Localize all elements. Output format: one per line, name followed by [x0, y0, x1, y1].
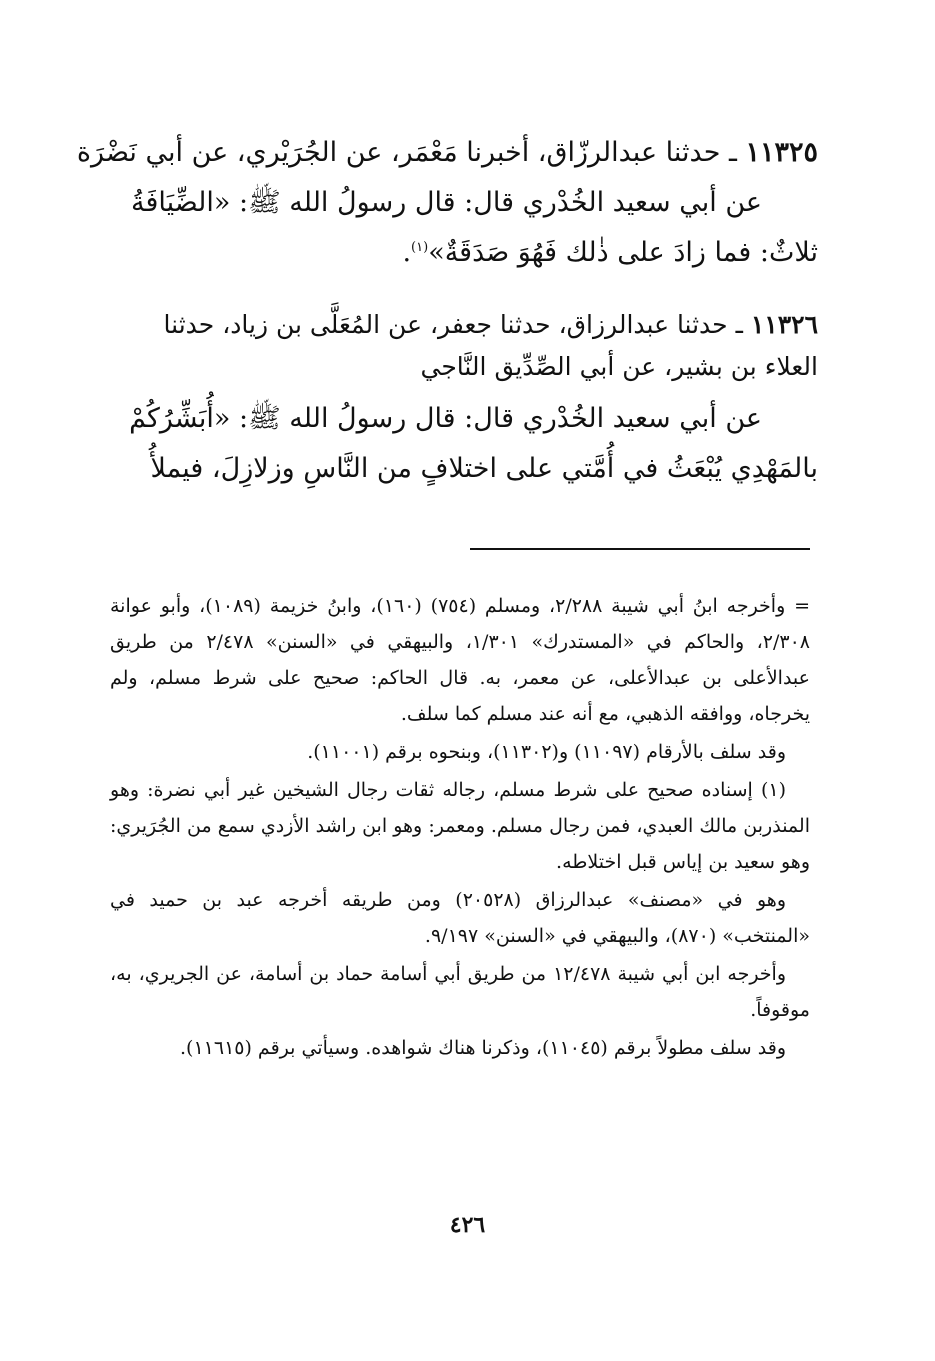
hadith-11326-line-3: عن أبي سعيد الخُدْري قال: قال رسولُ الله ﷺ: «أُبَشِّرُكُمْ [129, 403, 762, 434]
footnote-paragraph: (١) إسناده صحيح على شرط مسلم، رجاله ثقات رجال الشيخين غير أبي نضرة: وهو المنذربن مالك العبدي، فمن رجال مسلم. ومعمر: وهو ابن راشد الأزدي سمع من الجُرَيري: وهو سعيد بن إياس قبل اختلاطه. [110, 779, 810, 873]
footnote-paragraph: وقد سلف بالأرقام (١١٠٩٧) و(١١٣٠٢)، وبنحوه برقم (١١٠٠١). [307, 741, 786, 763]
hadith-11325-line-2: عن أبي سعيد الخُدْري قال: قال رسولُ الله ﷺ: «الضِّيَافَةُ [131, 187, 762, 218]
footnote-paragraph: وهو في «مصنف» عبدالرزاق (٢٠٥٢٨) ومن طريقه أخرجه عبد بن حميد في «المنتخب» (٨٧٠)، والبيهقي في «السنن» ٩/١٩٧. [110, 889, 810, 947]
footnote-reference: (١) [411, 240, 429, 255]
hadith-11325-line-3 [110, 228, 818, 278]
footnote-paragraph: وقد سلف مطولاً برقم (١١٠٤٥)، وذكرنا هناك شواهده. وسيأتي برقم (١١٦١٥). [180, 1037, 786, 1059]
hadith-11326-line-4: بالمَهْدِي يُبْعَثُ في أُمَّتي على اختلافٍ من النَّاسِ وزلازِلَ، فيملأُ [150, 453, 818, 484]
hadith-isnad: ـ حدثنا عبدالرزاق، حدثنا جعفر، عن المُعَلَّى بن زياد، حدثنا [163, 310, 751, 339]
hadith-number: ١١٣٢٦ [750, 310, 818, 339]
hadith-matn: ثلاثٌ: فما زادَ على ذٰلك فَهُوَ صَدَقَةٌ» [428, 237, 818, 268]
footnotes-block [110, 588, 810, 1068]
footnote-separator [470, 548, 810, 550]
main-text-block [76, 128, 818, 494]
hadith-isnad: ـ حدثنا عبدالرزّاق، أخبرنا مَعْمَر، عن الجُرَيْري، عن أبي نَضْرَة [76, 137, 746, 168]
hadith-number: ١١٣٢٥ [745, 137, 818, 168]
footnote-paragraph: = وأخرجه ابنُ أبي شيبة ٢/٢٨٨، ومسلم (٧٥٤) (١٦٠)، وابنُ خزيمة (١٠٨٩)، وأبو عوانة ٢/٣٠٨، والحاكم في «المستدرك» ١/٣٠١، والبيهقي في «السنن» ٢/٤٧٨ من طريق عبدالأعلى بن عبدالأعلى، عن معمر، به. قال الحاكم: صحيح على شرط مسلم، ولم يخرجاه، ووافقه الذهبي، مع أنه عند مسلم كما سلف. [110, 595, 810, 725]
hadith-11325-line-1 [76, 128, 818, 178]
sentence-end: . [402, 237, 412, 268]
footnote-paragraph: وأخرجه ابن أبي شيبة ١٢/٤٧٨ من طريق أبي أسامة حماد بن أسامة، عن الجريري، به، موقوفاً. [110, 963, 810, 1021]
hadith-11326-line-1 [110, 304, 818, 346]
hadith-11326-line-2: العلاء بن بشير، عن أبي الصِّدِّيق النَّاجي [420, 352, 818, 381]
page-number: ٤٢٦ [449, 1212, 486, 1238]
